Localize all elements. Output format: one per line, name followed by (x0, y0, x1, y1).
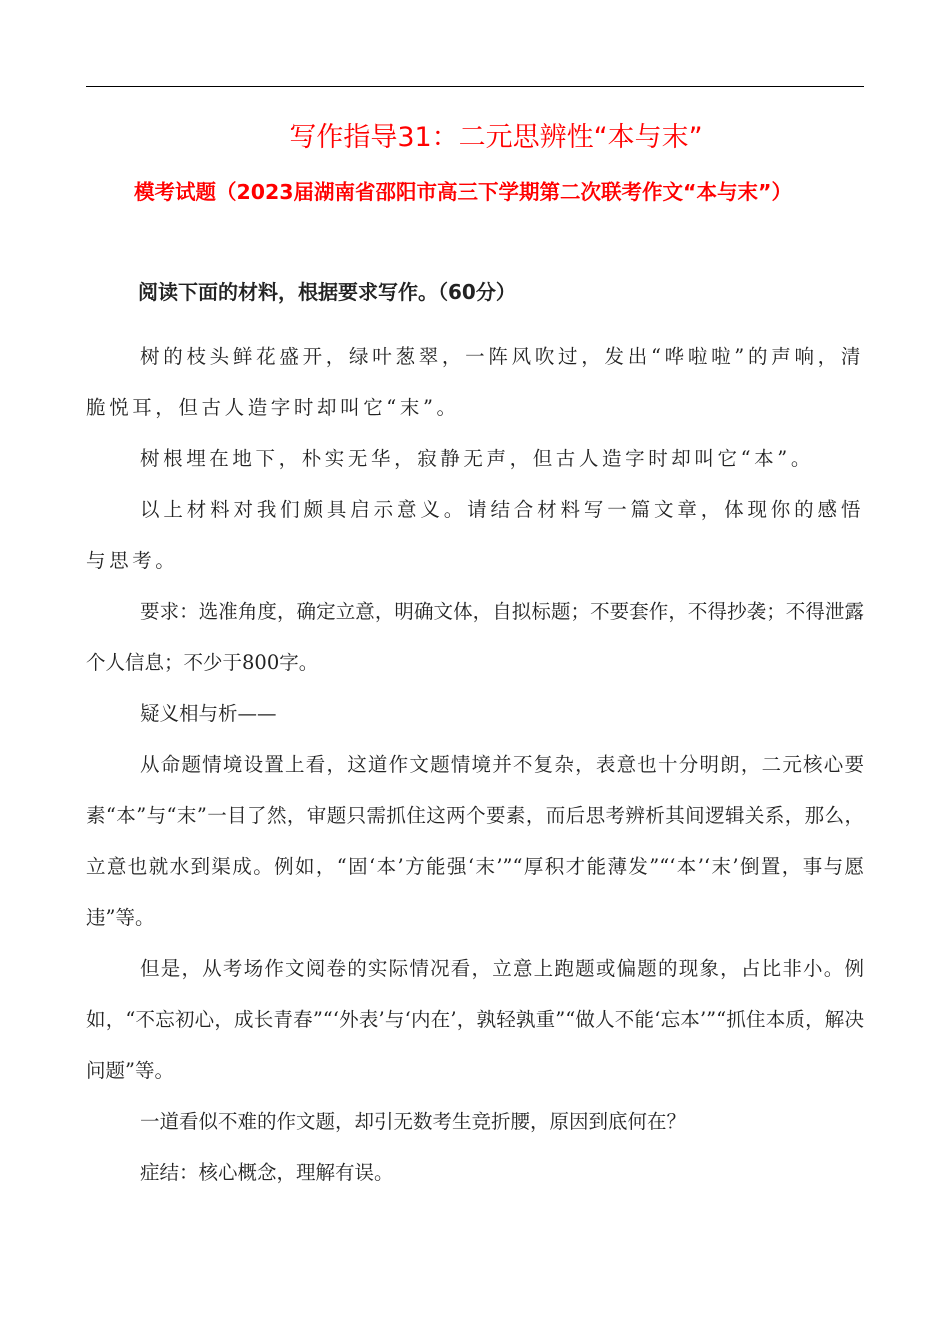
analysis-paragraph-4: 症结：核心概念，理解有误。 (140, 1161, 394, 1184)
analysis-paragraph-3: 一道看似不难的作文题，却引无数考生竞折腰，原因到底何在？ (140, 1110, 687, 1133)
document-body (86, 331, 864, 1198)
document-subtitle: 模考试题（2023届湖南省邵阳市高三下学期第二次联考作文“本与末”） (134, 180, 793, 204)
analysis-paragraph-1: 从命题情境设置上看，这道作文题情境并不复杂，表意也十分明朗，二元核心要素“本”与“末”一目了然，审题只需抓住这两个要素，而后思考辨析其间逻辑关系，那么，立意也就水到渠成。例如，“固‘本’方能强‘末’”“厚积才能薄发”“‘本’‘末’倒置，事与愿违”等。 (86, 753, 864, 929)
writing-instruction: 阅读下面的材料，根据要求写作。（60分） (138, 280, 516, 304)
analysis-heading: 疑义相与析—— (140, 702, 277, 725)
material-paragraph-3: 以上材料对我们颇具启示意义。请结合材料写一篇文章，体现你的感悟与思考。 (86, 498, 864, 572)
material-paragraph-2: 树根埋在地下，朴实无华，寂静无声，但古人造字时却叫它“本”。 (140, 447, 814, 470)
document-title: 写作指导31：二元思辨性“本与末” (289, 122, 703, 153)
material-paragraph-1: 树的枝头鲜花盛开，绿叶葱翠，一阵风吹过，发出“哗啦啦”的声响，清脆悦耳，但古人造字时却叫它“末”。 (86, 345, 864, 419)
analysis-paragraph-2: 但是，从考场作文阅卷的实际情况看，立意上跑题或偏题的现象，占比非小。例如，“不忘初心，成长青春”“‘外表’与‘内在’，孰轻孰重”“做人不能‘忘本’”“抓住本质，解决问题”等。 (86, 957, 864, 1082)
header-rule (86, 86, 864, 87)
requirements-paragraph: 要求：选准角度，确定立意，明确文体，自拟标题；不要套作，不得抄袭；不得泄露个人信息；不少于800字。 (86, 600, 864, 674)
